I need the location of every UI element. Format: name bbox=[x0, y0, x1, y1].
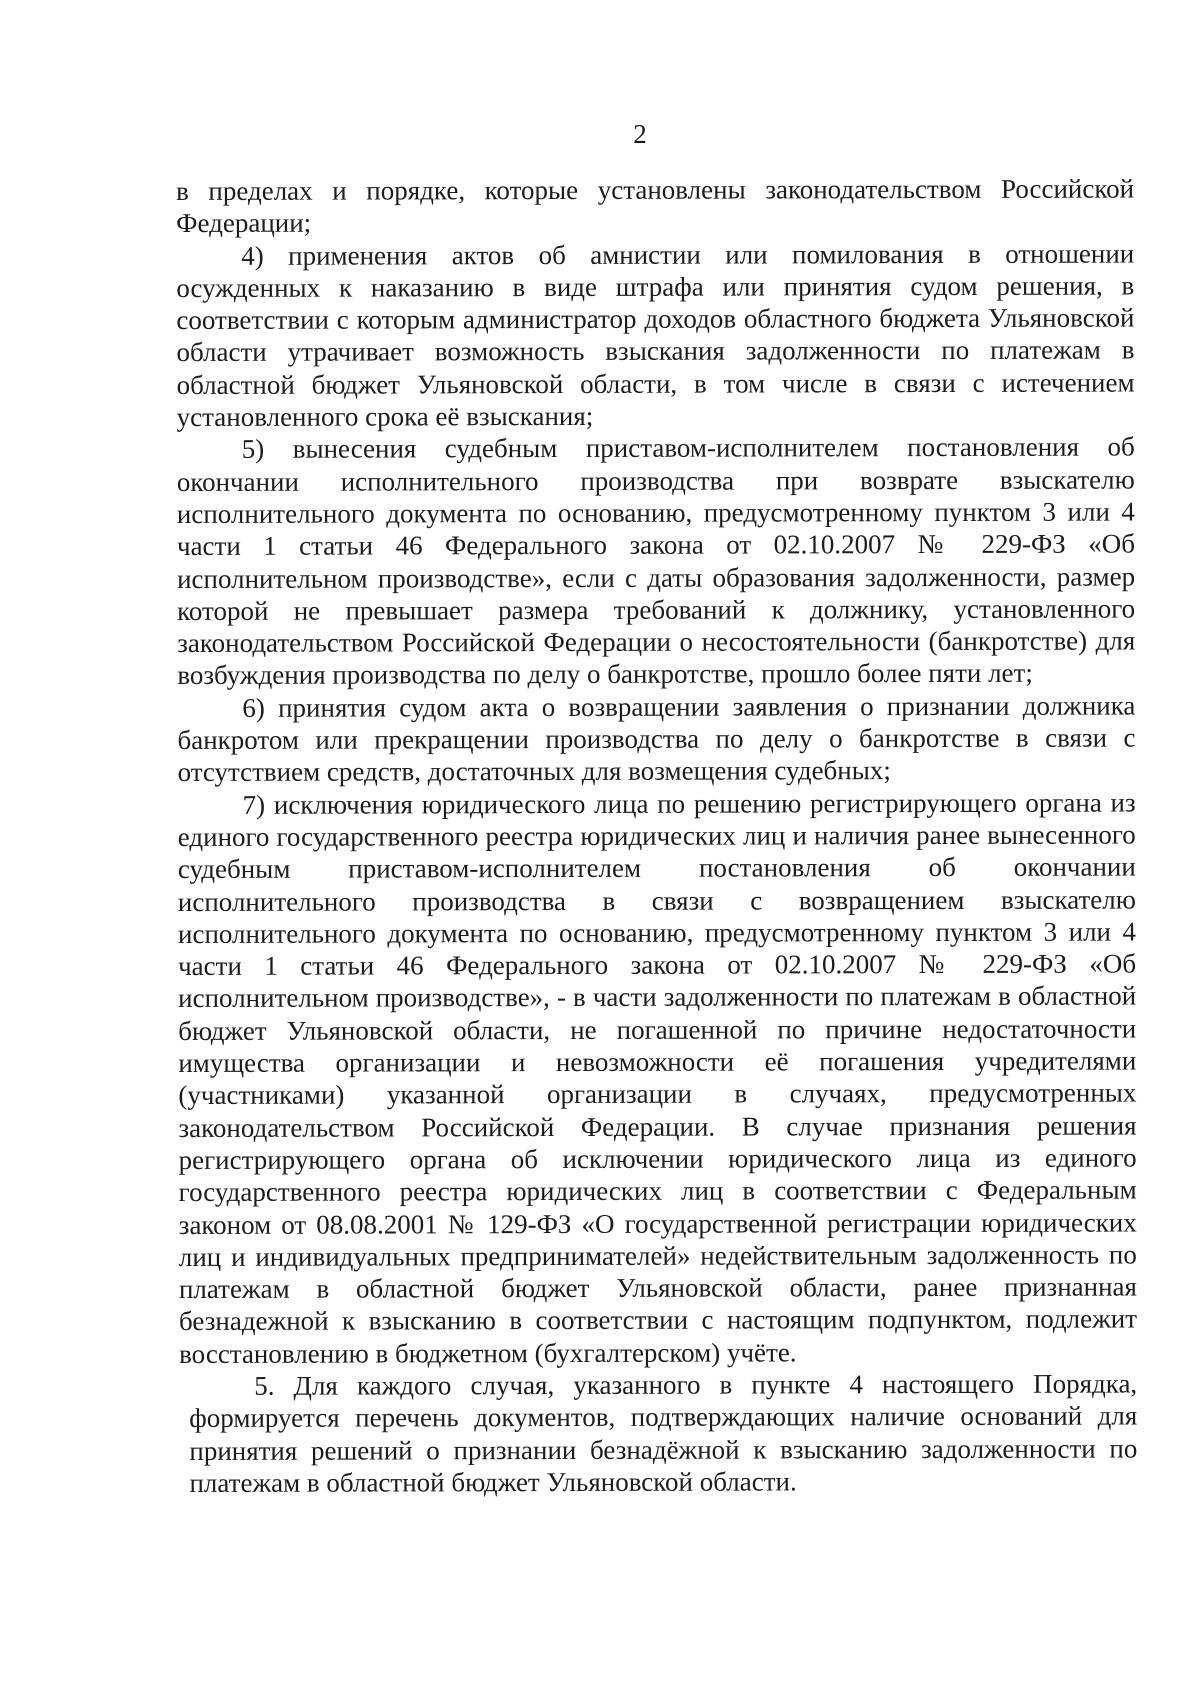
page-number: 2 bbox=[633, 119, 647, 149]
document-body bbox=[176, 172, 1137, 1499]
paragraph-item-6: 6) принятия судом акта о возвращении заявления о признании должника банкротом или прекращении производства по делу о банкротстве в связи с отсутствием средств, достаточных для возмещения судебных; bbox=[177, 690, 1136, 788]
paragraph-section-5: 5. Для каждого случая, указанного в пункте 4 настоящего Порядка, формируется перечень документов, подтверждающих наличие оснований для принятия решений о признании безнадёжной к взысканию задолженности по платежам в областной бюджет Ульяновской области. bbox=[189, 1368, 1138, 1498]
paragraph-item-5: 5) вынесения судебным приставом-исполнителем постановления об окончании исполнительного производства при возврате взыскателю исполнительного документа по основанию, предусмотренному пунктом 3 или 4 части 1 статьи 46 Федерального закона от 02.10.2007 № 229-ФЗ «Об исполнительном производстве», если с даты образования задолженности, размер которой не превышает размера требований к должнику, установленного законодательством Российской Федерации о несостоятельности (банкротстве) для возбуждения производства по делу о банкротстве, прошло более пяти лет; bbox=[176, 431, 1136, 691]
paragraph-continuation: в пределах и порядке, которые установлены законодательством Российской Федерации; bbox=[176, 173, 1135, 239]
paragraph-item-7: 7) исключения юридического лица по решению регистрирующего органа из единого государственного реестра юридических лиц и наличия ранее вынесенного судебным приставом-исполнителем постановления об окончании исполнительного производства в связи с возвращением взыскателю исполнительного документа по основанию, предусмотренному пунктом 3 или 4 части 1 статьи 46 Федерального закона от 02.10.2007 № 229-ФЗ «Об исполнительном производстве», - в части задолженности по платежам в областной бюджет Ульяновской области, не погашенной по причине недостаточности имущества организации и невозможности её погашения учредителями (участниками) указанной организации в случаях, предусмотренных законодательством Российской Федерации. В случае признания решения регистрирующего органа об исключении юридического лица из единого государственного реестра юридических лиц в соответствии с Федеральным законом от 08.08.2001 № 129-ФЗ «О государственной регистрации юридических лиц и индивидуальных предпринимателей» недействительным задолженность по платежам в областной бюджет Ульяновской области, ранее признанная безнадежной к взысканию в соответствии с настоящим подпунктом, подлежит восстановлению в бюджетном (бухгалтерском) учёте. bbox=[177, 787, 1138, 1369]
paragraph-item-4: 4) применения актов об амнистии или помилования в отношении осужденных к наказанию в виде штрафа или принятия судом решения, в соответствии с которым администратор доходов областного бюджета Ульяновской области утрачивает возможность взыскания задолженности по платежам в областной бюджет Ульяновской области, в том числе в связи с истечением установленного срока её взыскания; bbox=[176, 238, 1135, 433]
